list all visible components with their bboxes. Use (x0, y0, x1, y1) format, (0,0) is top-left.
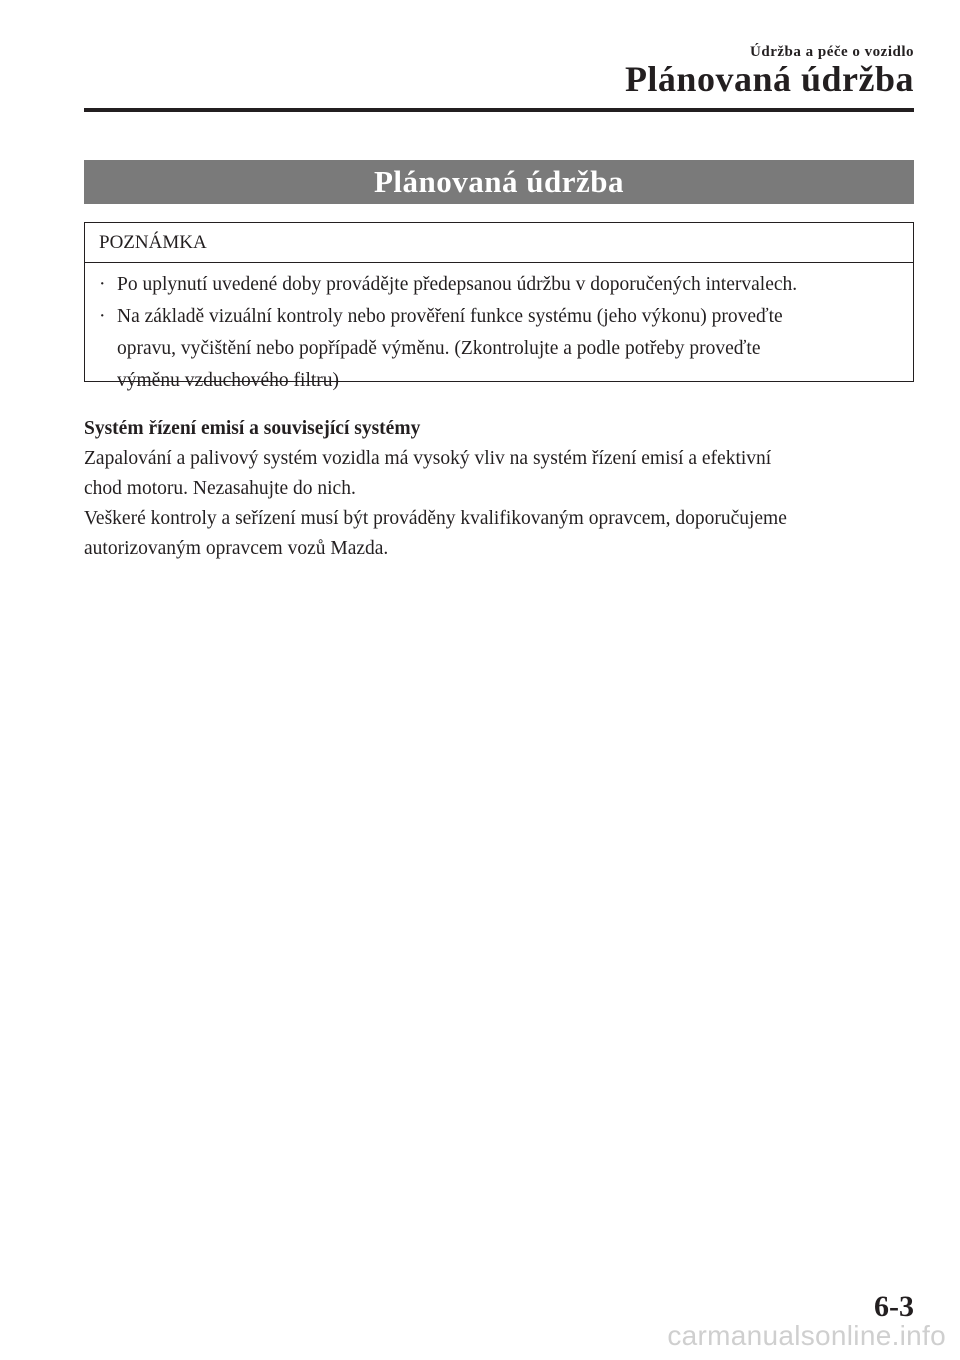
note-heading: POZNÁMKA (85, 223, 913, 263)
chapter-title: Údržba a péče o vozidlo (750, 44, 914, 60)
paragraph-line-3: Veškeré kontroly a seřízení musí být prováděny kvalifikovaným opravcem, doporučujeme (84, 508, 787, 529)
section-banner (84, 160, 914, 204)
note-bullet-2-line-2: opravu, vyčištění nebo popřípadě výměnu. (Zkontrolujte a podle potřeby proveďte (117, 338, 761, 359)
note-bullet-2 (99, 301, 903, 397)
header-divider (84, 108, 914, 112)
page-number: 6-3 (874, 1290, 914, 1323)
page-header-title: Plánovaná údržba (624, 59, 914, 99)
watermark: carmanualsonline.info (667, 1320, 946, 1351)
note-body (85, 263, 913, 397)
paragraph-line-1: Zapalování a palivový systém vozidla má vysoký vliv na systém řízení emisí a efektivní (84, 448, 772, 469)
bullet-dot-icon: · (99, 274, 106, 295)
subheading: Systém řízení emisí a související systémy (84, 418, 421, 439)
note-bullet-1 (99, 269, 903, 301)
main-content (84, 414, 914, 564)
note-bullet-1-line-1: Po uplynutí uvedené doby provádějte předepsanou údržbu v doporučených intervalech. (117, 274, 798, 295)
note-bullet-2-line-3: výměnu vzduchového filtru) (117, 370, 340, 391)
paragraph-line-4: autorizovaným opravcem vozů Mazda. (84, 538, 389, 559)
note-bullet-2-line-1: Na základě vizuální kontroly nebo prověření funkce systému (jeho výkonu) proveďte (117, 306, 783, 327)
bullet-dot-icon: · (99, 306, 106, 327)
paragraph-line-2: chod motoru. Nezasahujte do nich. (84, 478, 356, 499)
note-box (84, 222, 914, 391)
section-title: Plánovaná údržba (373, 164, 625, 199)
